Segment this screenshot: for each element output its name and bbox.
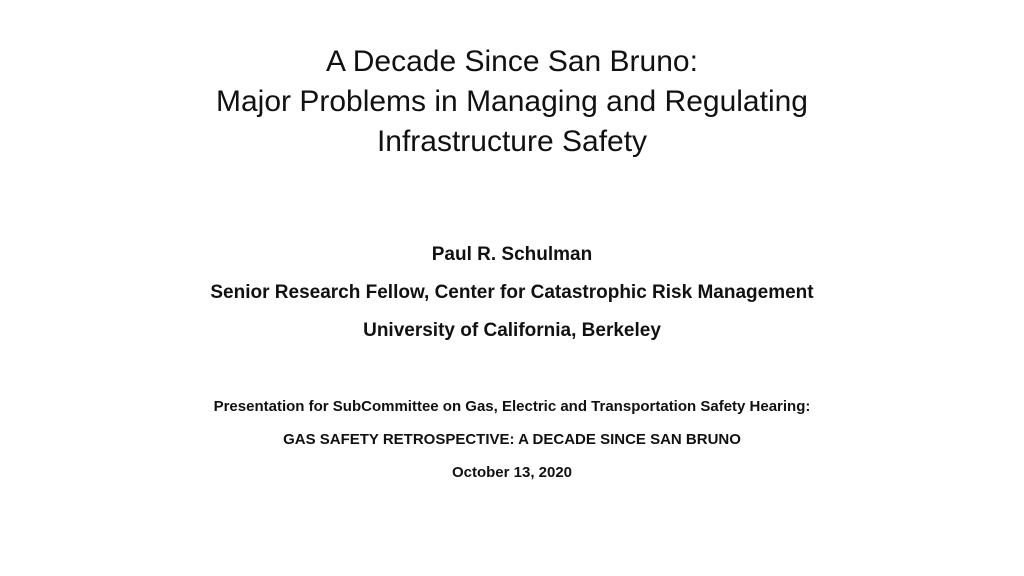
author-info [0, 242, 1024, 356]
presentation-hearing-title: GAS SAFETY RETROSPECTIVE: A DECADE SINCE SAN BRUNO [283, 431, 741, 448]
presentation-date: October 13, 2020 [451, 464, 573, 481]
slide-title [0, 42, 1024, 162]
title-line-3: Infrastructure Safety [376, 125, 648, 158]
author-institution: University of California, Berkeley [363, 320, 661, 341]
presentation-venue: Presentation for SubCommittee on Gas, Electric and Transportation Safety Hearing: [213, 398, 811, 415]
presentation-info [0, 397, 1024, 496]
author-position: Senior Research Fellow, Center for Catastrophic Risk Management [210, 282, 814, 303]
title-line-1: A Decade Since San Bruno: [326, 45, 698, 78]
author-name: Paul R. Schulman [431, 244, 593, 265]
title-line-2: Major Problems in Managing and Regulating [215, 85, 808, 118]
